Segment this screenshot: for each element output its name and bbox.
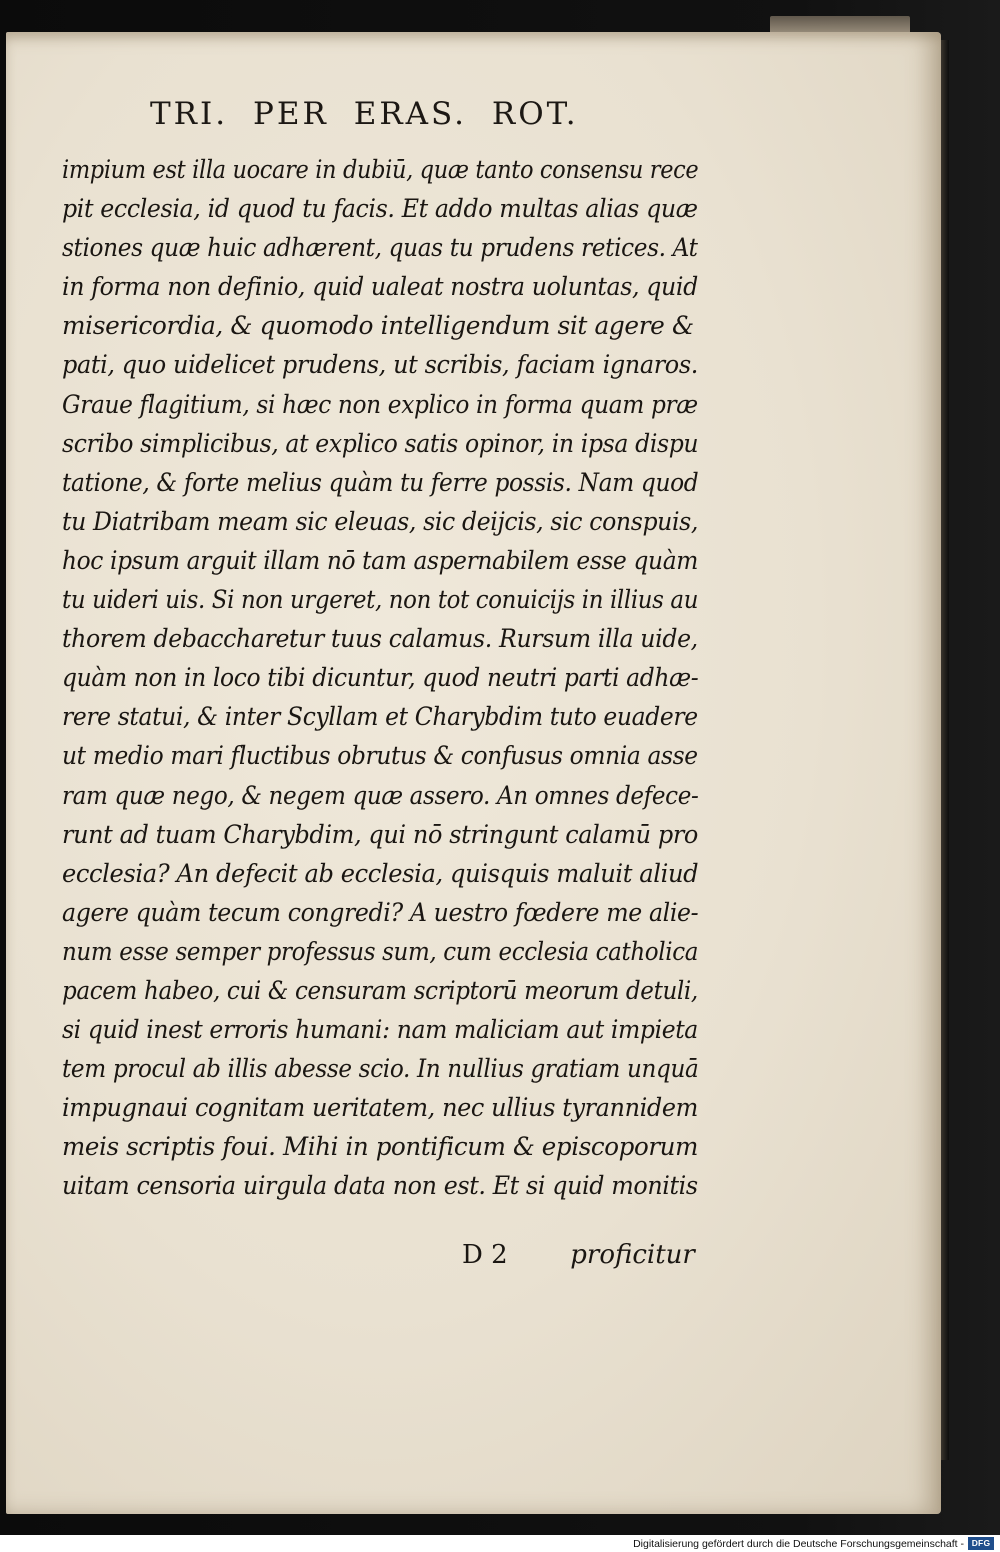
text-line: misericordia, & quomodo intelligendum sit agere & [62,311,694,341]
text-line: tem procul ab illis abesse scio. In nullius gratiam unquā [62,1054,699,1084]
text-line: tu Diatribam meam sic eleuas, sic deijcis, sic conspuis, [62,506,699,536]
body-text [62,150,702,1206]
running-head-word: PER [252,96,329,132]
running-head-word: ERAS. [353,96,468,132]
text-line: tatione, & forte melius quàm tu ferre possis. Nam quod [62,467,699,497]
funding-credit: Digitalisierung gefördert durch die Deutsche Forschungsgemeinschaft - [633,1538,964,1550]
text-line: agere quàm tecum congredi? A uestro fœdere me alie- [62,897,699,927]
text-line: quàm non in loco tibi dicuntur, quod neutri parti adhæ- [62,663,699,693]
dfg-logo: DFG [968,1537,994,1550]
text-line: ut medio mari fluctibus obrutus & confusus omnia asse [62,741,698,771]
text-line: impium est illa uocare in dubiū, quæ tanto consensu rece [62,155,699,184]
text-line: num esse semper professus sum, cum ecclesia catholica [62,936,699,966]
text-line: rere statui, & inter Scyllam et Charybdim tuto euadere [62,702,698,732]
text-line: pit ecclesia, id quod tu facis. Et addo multas alias quæ [62,194,698,224]
text-line: meis scriptis foui. Mihi in pontificum & episcoporum [62,1132,698,1162]
text-line: in forma non definio, quid ualeat nostra uoluntas, quid [62,272,698,302]
text-line: si quid inest erroris humani: nam maliciam aut impieta [62,1015,698,1045]
text-line: uitam censoria uirgula data non est. Et si quid monitis [62,1171,698,1201]
book-fore-edge-shadow [941,40,949,1460]
text-line: pacem habeo, cui & censuram scriptorū meorum detuli, [62,975,698,1005]
catchline [462,1240,702,1284]
text-line: runt ad tuam Charybdim, qui nō stringunt calamū pro [62,819,698,849]
catchword: proficitur [570,1240,695,1270]
text-line: Graue flagitium, si hæc non explico in forma quam præ [62,389,698,419]
running-head-word: TRI. [150,96,229,132]
signature-mark: D 2 [462,1240,508,1270]
running-head [150,96,650,140]
text-line: scribo simplicibus, at explico satis opinor, in ipsa dispu [62,428,699,458]
text-line: tu uideri uis. Si non urgeret, non tot conuicijs in illius au [62,585,699,615]
text-line: impugnaui cognitam ueritatem, nec ullius tyrannidem [62,1093,698,1123]
text-line: pati, quo uidelicet prudens, ut scribis, faciam ignaros. [62,350,698,380]
text-line: thorem debaccharetur tuus calamus. Rursum illa uide, [62,624,698,654]
text-line: ram quæ nego, & negem quæ assero. An omnes defece- [62,780,699,810]
running-head-word: ROT. [491,96,579,132]
text-line: hoc ipsum arguit illam nō tam aspernabilem esse quàm [62,545,698,575]
text-line: stiones quæ huic adhærent, quas tu prudens retices. At [62,233,698,263]
text-line: ecclesia? An defecit ab ecclesia, quisquis maluit aliud [62,858,699,888]
